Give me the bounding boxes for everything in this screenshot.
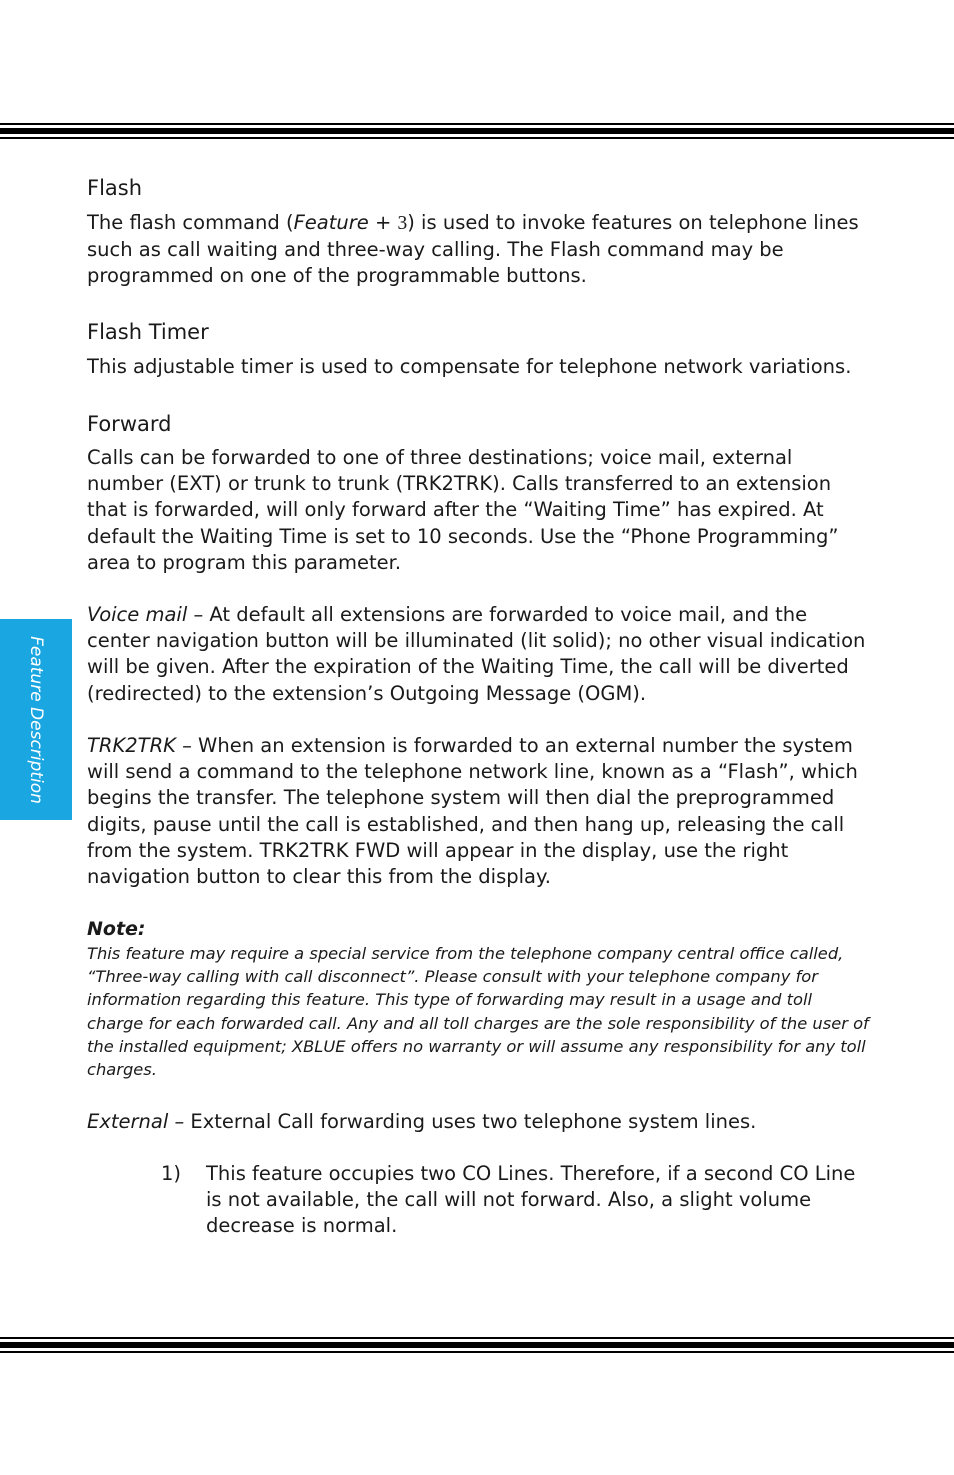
external-list <box>161 1161 861 1240</box>
flash-text-before: The flash command ( <box>87 211 294 234</box>
note-heading: Note: <box>87 918 146 940</box>
trk2trk-paragraph <box>87 733 872 890</box>
forward-paragraph: Calls can be forwarded to one of three destinations; voice mail, external number (EXT) or trunk to trunk (TRK2TRK). Calls transferred to an extension that is forwarded, will only forward after the “Waiting Time” has expired. At default the Waiting Time is set to 10 seconds. Use the “Phone Programming” area to program this parameter. <box>87 446 839 574</box>
list-item <box>161 1161 861 1240</box>
side-tab <box>0 619 72 820</box>
list-item-number: 1) <box>161 1162 182 1185</box>
trk2trk-text: – When an extension is forwarded to an external number the system will send a command to the telephone network line, known as a “Flash”, which begins the transfer. The telephone system will then dial the preprogrammed digits, pause until the call is established, and then hang up, releasing the call from the system. TRK2TRK FWD will appear in the display, use the right navigation button to clear this from the display. <box>87 734 858 889</box>
trk2trk-term: TRK2TRK <box>87 734 176 757</box>
feature-label: Feature + <box>293 211 392 234</box>
external-paragraph <box>87 1109 872 1135</box>
flash-heading: Flash <box>87 176 143 200</box>
external-term: External <box>87 1110 169 1133</box>
voice-mail-paragraph <box>87 602 872 707</box>
forward-heading: Forward <box>87 412 172 436</box>
voice-mail-term: Voice mail <box>87 603 188 626</box>
flash-timer-paragraph: This adjustable timer is used to compensate for telephone network variations. <box>87 355 852 378</box>
flash-paragraph <box>87 210 872 290</box>
external-text: – External Call forwarding uses two telephone system lines. <box>168 1110 757 1133</box>
flash-text-after: ) is used to invoke features on telephone lines such as call waiting and three-way calling. The Flash command may be programmed on one of the programmable buttons. <box>87 211 859 288</box>
flash-timer-heading: Flash Timer <box>87 320 209 344</box>
feature-key: 3 <box>397 213 408 234</box>
list-item-text: This feature occupies two CO Lines. Therefore, if a second CO Line is not available, the call will not forward. Also, a slight volume decrease is normal. <box>206 1162 856 1238</box>
note-text: This feature may require a special service from the telephone company central office called, “Three-way calling with call disconnect”. Please consult with your telephone company for information regarding this feature. This type of forwarding may result in a usage and toll charge for each forwarded call. Any and all toll charges are the sole responsibility of the user of the installed equipment; XBLUE offers no warranty or will assume any responsibility for any toll charges. <box>87 944 869 1080</box>
side-tab-label: Feature Description <box>26 635 46 804</box>
voice-mail-text: – At default all extensions are forwarded to voice mail, and the center navigation button will be illuminated (lit solid); no other visual indication will be given. After the expiration of the Waiting Time, the call will be diverted (redirected) to the extension’s Outgoing Message (OGM). <box>87 603 866 705</box>
